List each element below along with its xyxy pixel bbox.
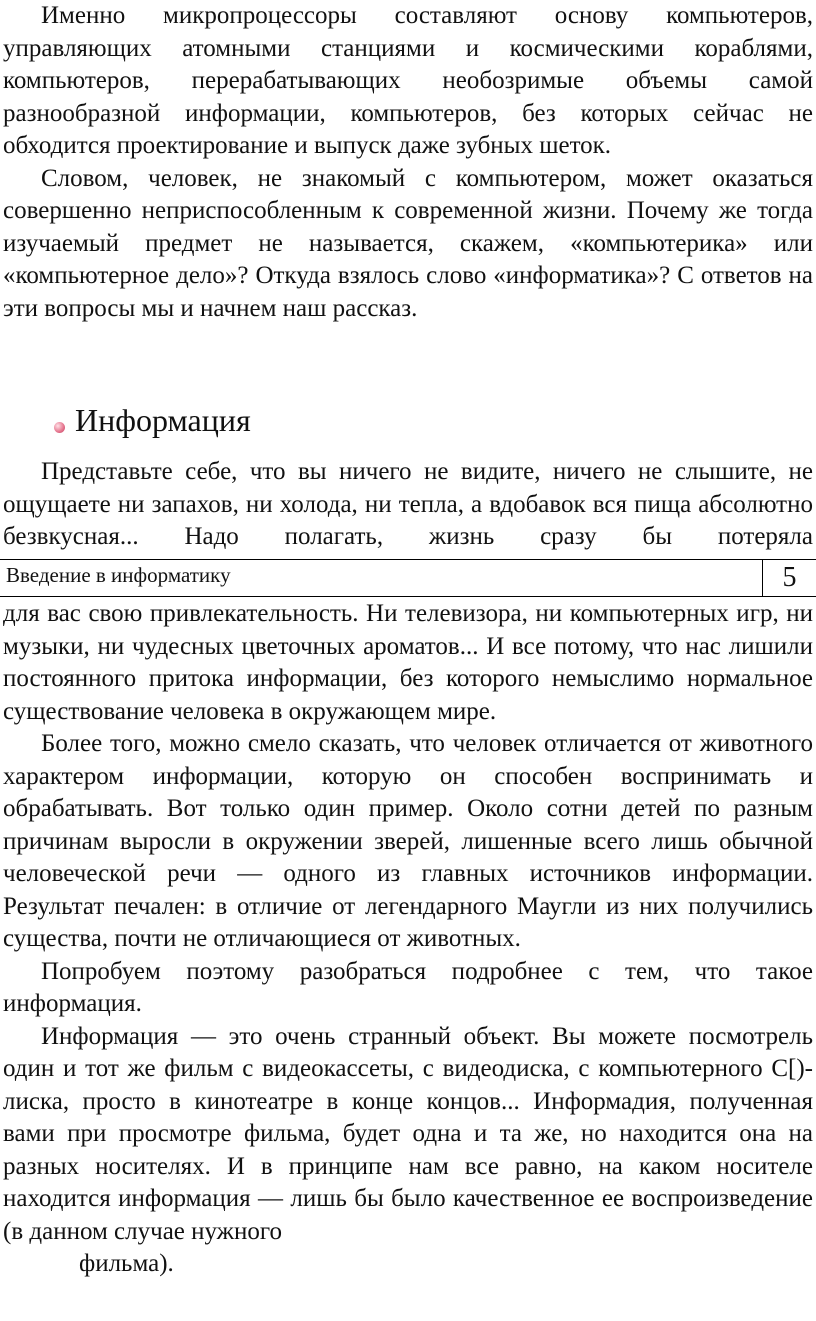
middle-text-block — [3, 456, 813, 554]
bottom-text-block — [3, 598, 813, 1281]
page-footer — [0, 559, 816, 597]
paragraph-human-vs-animal: Более того, можно смело сказать, что человек отличается от животного характером информации, которую он способен воспринимать и обрабатывать. Вот только один пример. Около сотни детей по разным причинам выросли в окружении зверей, лишенные всего лишь обычной человеческой речи — одного из главных источников информации. Результат печален: в отличие от легендарного Маугли из них получились существа, почти не отличающиеся от животных. — [3, 730, 813, 952]
paragraph-information-object — [3, 1021, 813, 1281]
bullet-icon — [54, 422, 65, 433]
section-heading — [54, 398, 251, 442]
footer-book-title: Введение в информатику — [6, 563, 231, 587]
section-title: Информация — [75, 402, 251, 438]
paragraph-information-object-text: Информация — это очень странный объект. Вы можете посмотрель один и тот же фильм с видеокассеты, с видеодиска, с компьютерного С[)-лиска, просто в кинотеатре в конце концов... Информадия, полученная вами при просмотре фильма, будет одна и та же, но находится она на разных носителях. И в принципе нам все равно, на каком носителе находится информация — лишь бы было качественное ее воспроизведение (в данном случае нужного — [3, 1022, 813, 1245]
top-text-block — [3, 0, 813, 325]
paragraph-last-line: фильма). — [79, 1250, 174, 1277]
footer-top-rule — [0, 559, 816, 560]
paragraph-lets-understand: Попробуем поэтому разобраться подробнее с тем, что такое информация. — [3, 957, 813, 1017]
paragraph-microprocessors: Именно микропроцессоры составляют основу компьютеров, управляющих атомными станциями и космическими кораблями, компьютеров, перерабатывающих необозримые объемы самой разнообразной информации, компьютеров, без которых сейчас не обходится проектирование и выпуск даже зубных шеток. — [3, 2, 813, 159]
paragraph-computer-knowledge: Словом, человек, не знакомый с компьютером, может оказаться совершенно неприспособленным к современной жизни. Почему же тогда изучаемый предмет не называется, скажем, «компьютерика» или «компьютерное дело»? Откуда взялось слово «информатика»? С ответов на эти вопросы мы и начнем наш рассказ. — [3, 164, 813, 322]
page-number: 5 — [762, 559, 816, 596]
paragraph-continuation: для вас свою привлекательность. Ни телевизора, ни компьютерных игр, ни музыки, ни чудесных цветочных ароматов... И все потому, что нас лишили постоянного притока информации, без которого немыслимо нормальное существование человека в окружающем мире. — [3, 600, 813, 725]
footer-bottom-rule — [0, 596, 816, 597]
paragraph-imagine: Представьте себе, что вы ничего не видите, ничего не слышите, не ощущаете ни запахов, ни холода, ни тепла, а вдобавок вся пища абсолютно безвкусная... Надо полагать, жизнь сразу бы потеряла — [3, 458, 813, 550]
